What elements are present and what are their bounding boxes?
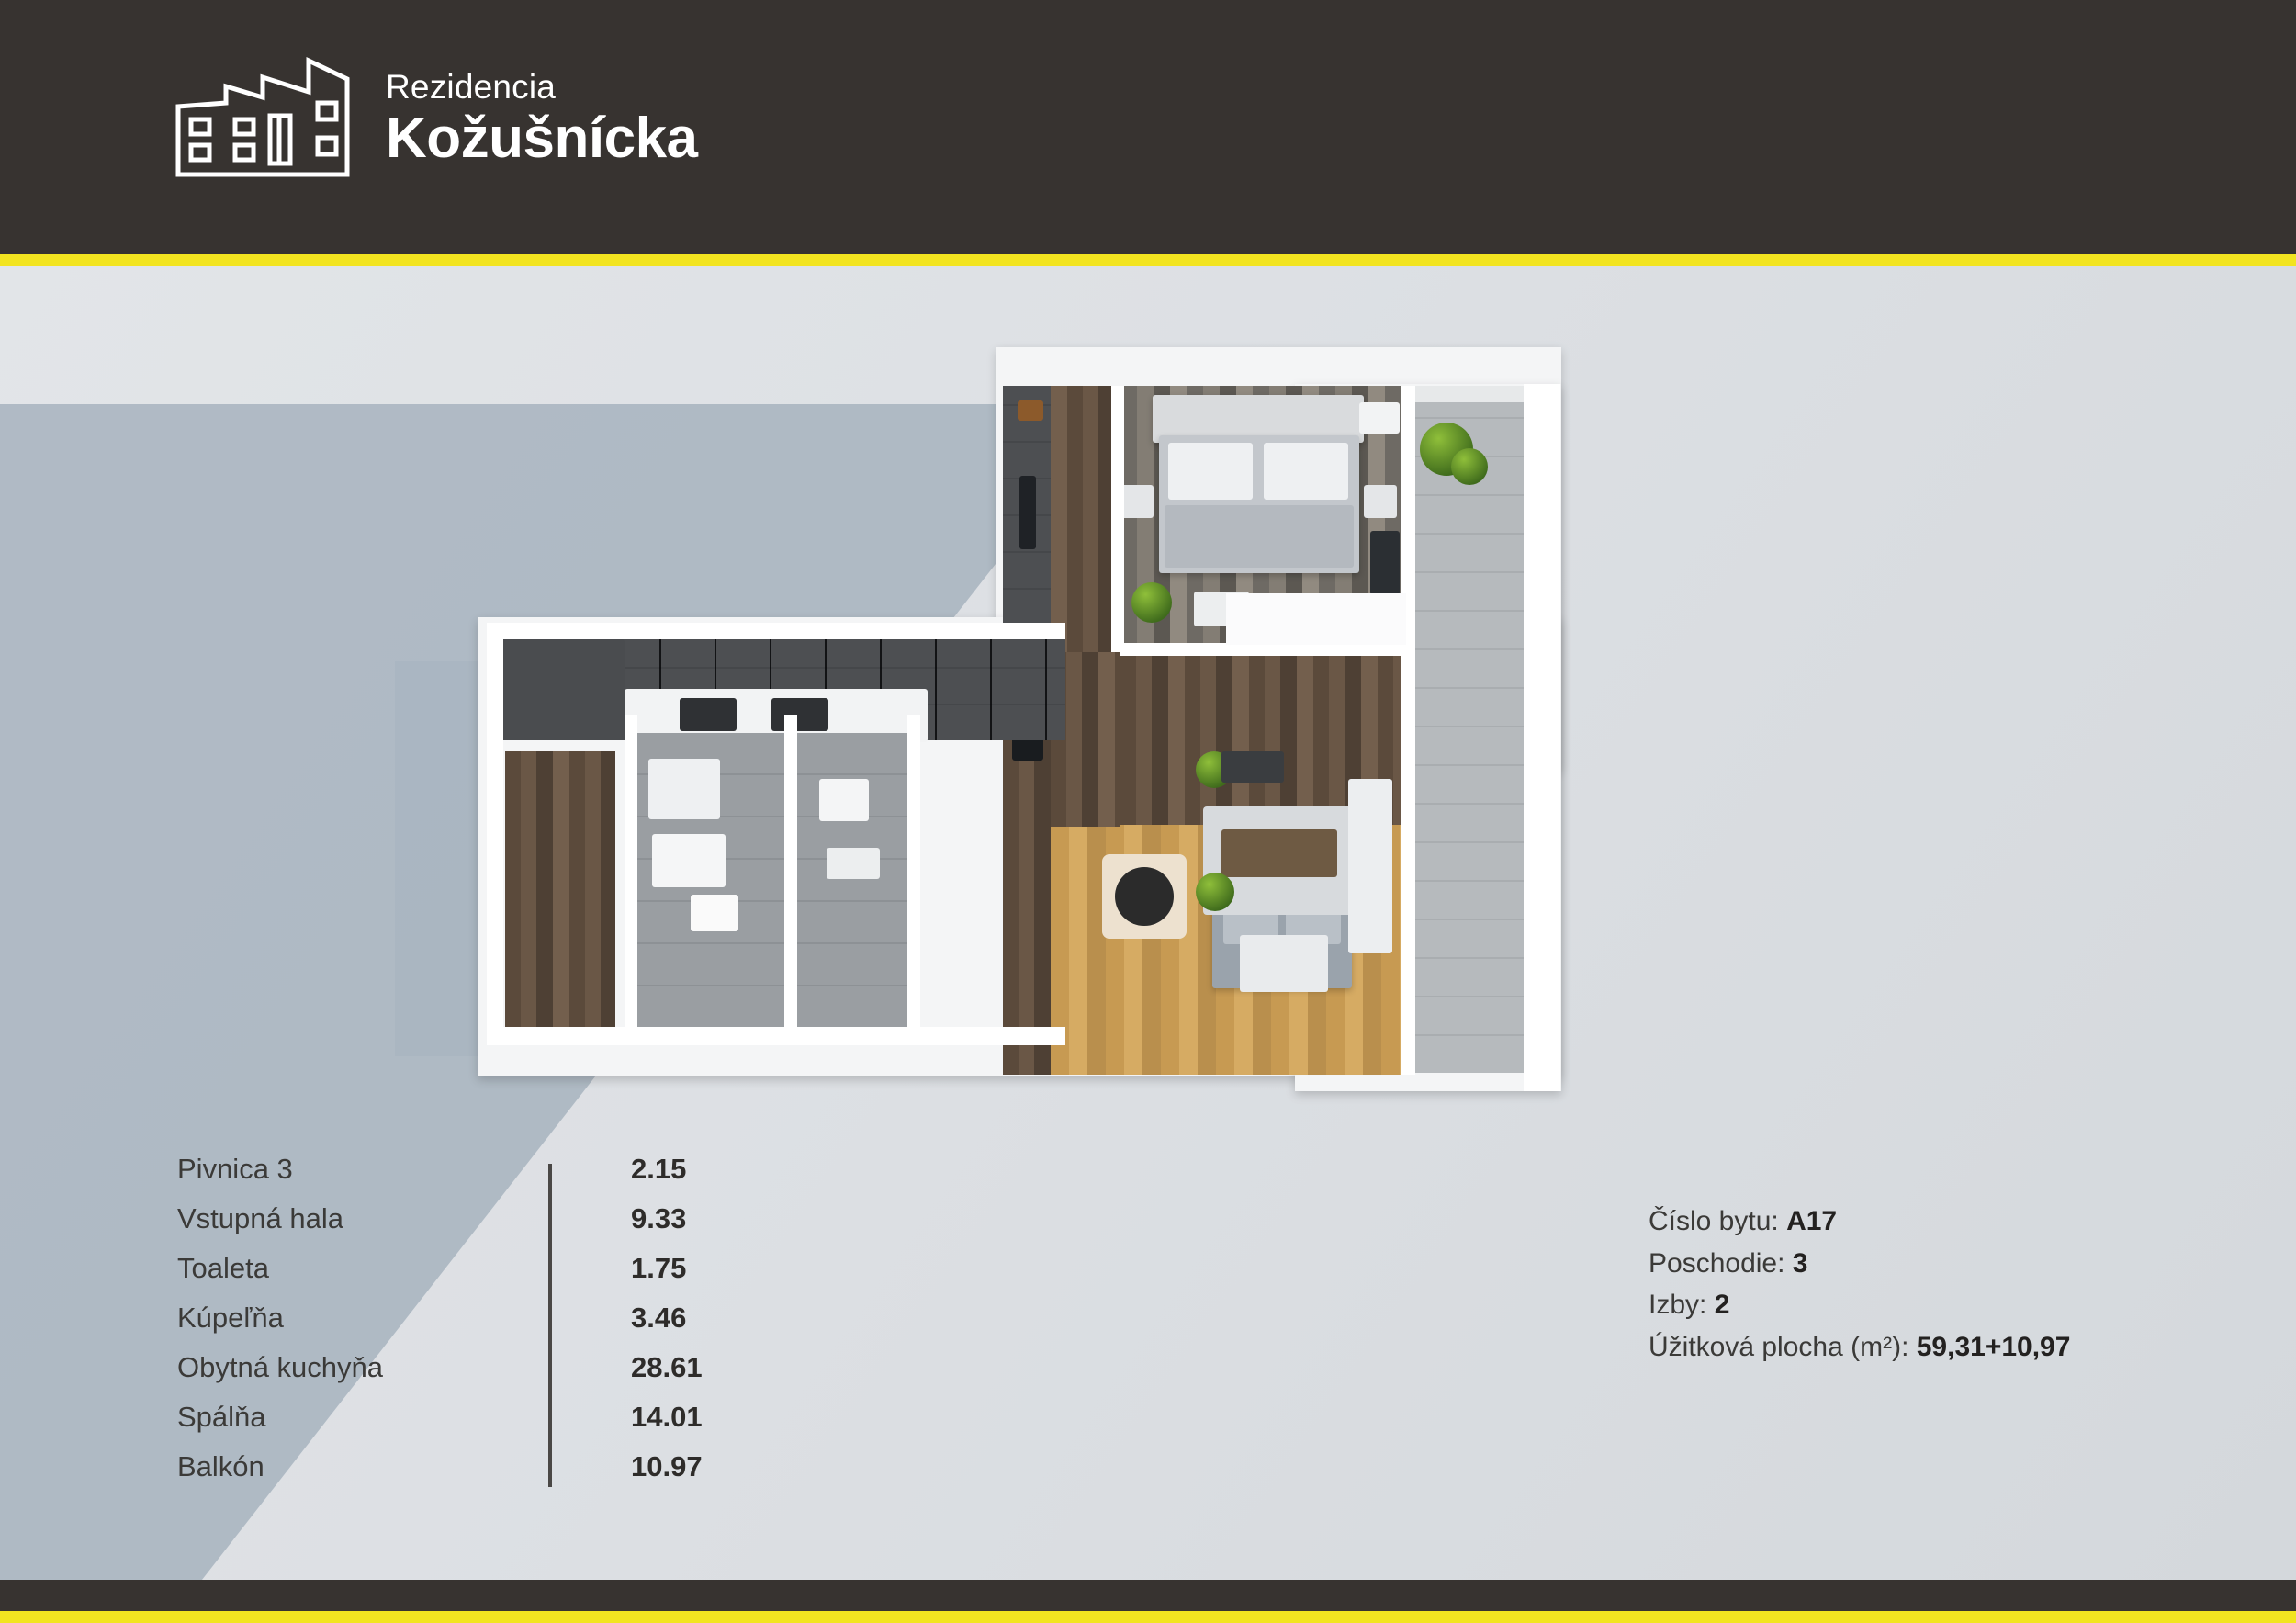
room-name: Obytná kuchyňa <box>177 1351 384 1383</box>
floorplan-render <box>478 347 1699 1110</box>
unit-number-line <box>1649 1200 2070 1243</box>
room-area: 14.01 <box>631 1401 703 1433</box>
room-area: 9.33 <box>631 1202 687 1234</box>
unit-number-label: Číslo bytu: <box>1649 1206 1779 1236</box>
sink <box>771 698 828 731</box>
kitchen-cabinet-a <box>496 639 625 740</box>
legend-row <box>177 1252 747 1302</box>
plant-living-icon <box>1196 873 1234 911</box>
room-name: Kúpeľňa <box>177 1302 284 1334</box>
wardrobe-accent <box>1370 531 1400 595</box>
kitchen-upper-wall <box>496 623 1065 639</box>
floor-label: Poschodie: <box>1649 1247 1785 1279</box>
plant-balcony-small-icon <box>1451 448 1488 485</box>
curtain-living <box>1348 779 1392 953</box>
desk-lamp <box>1359 402 1400 434</box>
toilet-bowl <box>819 779 869 821</box>
dining-table-top <box>1115 867 1174 926</box>
building-logo-icon <box>171 50 355 187</box>
brand-line-2: Kožušnícka <box>386 107 698 170</box>
legend-row <box>177 1202 747 1252</box>
footer-bar <box>0 1580 2296 1611</box>
coffee-table <box>1221 829 1337 877</box>
nightstand-right <box>1364 485 1397 518</box>
accent-bar-bottom <box>0 1611 2296 1623</box>
accent-bar-top <box>0 254 2296 266</box>
bathroom-vanity <box>691 895 738 931</box>
wall-toilet-right <box>907 715 920 1036</box>
room-legend <box>177 1153 747 1500</box>
hall-shelf <box>1018 400 1043 421</box>
header-bar <box>0 0 2296 254</box>
tv-console <box>1221 751 1284 783</box>
balcony-railing <box>1524 384 1560 1091</box>
area-label: Úžitková plocha (m²): <box>1649 1331 1909 1362</box>
rooms-line <box>1649 1284 2070 1326</box>
legend-row <box>177 1450 747 1500</box>
rooms-label: Izby: <box>1649 1290 1707 1321</box>
wall-balcony-side <box>1401 386 1415 1075</box>
room-name: Vstupná hala <box>177 1202 343 1234</box>
room-name: Pivnica 3 <box>177 1153 293 1185</box>
unit-info <box>1649 1200 2070 1368</box>
hall-cabinet <box>1019 476 1036 549</box>
room-name: Balkón <box>177 1450 264 1482</box>
area-line <box>1649 1326 2070 1369</box>
brand-text <box>386 68 698 170</box>
storage-floor <box>505 751 615 1027</box>
wall-bedroom-living <box>1120 643 1405 656</box>
wall-left-outer <box>487 623 503 1036</box>
bathtub <box>648 759 720 819</box>
wall-bottom-left <box>487 1027 1065 1045</box>
wall-bedroom-nook <box>1226 593 1406 645</box>
washing-machine <box>652 834 726 887</box>
floor-value: 3 <box>1792 1247 1808 1279</box>
room-area: 10.97 <box>631 1450 703 1482</box>
rooms-value: 2 <box>1714 1290 1730 1321</box>
bed-duvet <box>1165 505 1354 568</box>
legend-row <box>177 1351 747 1401</box>
balcony-floor <box>1415 402 1524 1073</box>
floor-line <box>1649 1243 2070 1285</box>
brand-line-1: Rezidencia <box>386 68 557 106</box>
wall-bath-left <box>625 715 637 1036</box>
cooktop <box>680 698 737 731</box>
room-name: Spálňa <box>177 1401 266 1433</box>
living-mat <box>1240 935 1328 992</box>
nightstand-left <box>1120 485 1154 518</box>
legend-row <box>177 1401 747 1450</box>
balcony-top-edge <box>1415 386 1524 402</box>
plant-bedroom-icon <box>1131 582 1172 623</box>
room-area: 28.61 <box>631 1351 703 1383</box>
brand-lockup <box>171 50 698 187</box>
legend-divider <box>548 1164 552 1487</box>
toilet-sink <box>827 848 880 879</box>
room-area: 1.75 <box>631 1252 687 1284</box>
pillow-left <box>1168 443 1253 500</box>
room-name: Toaleta <box>177 1252 269 1284</box>
legend-row <box>177 1302 747 1351</box>
legend-row <box>177 1153 747 1202</box>
wall-bath-right <box>784 715 797 1036</box>
room-area: 2.15 <box>631 1153 687 1185</box>
toilet-floor <box>797 733 907 1027</box>
room-area: 3.46 <box>631 1302 687 1334</box>
area-value: 59,31+10,97 <box>1916 1331 2071 1362</box>
pillow-right <box>1264 443 1348 500</box>
wall-hall-bedroom <box>1111 386 1124 652</box>
unit-number-value: A17 <box>1786 1206 1838 1236</box>
